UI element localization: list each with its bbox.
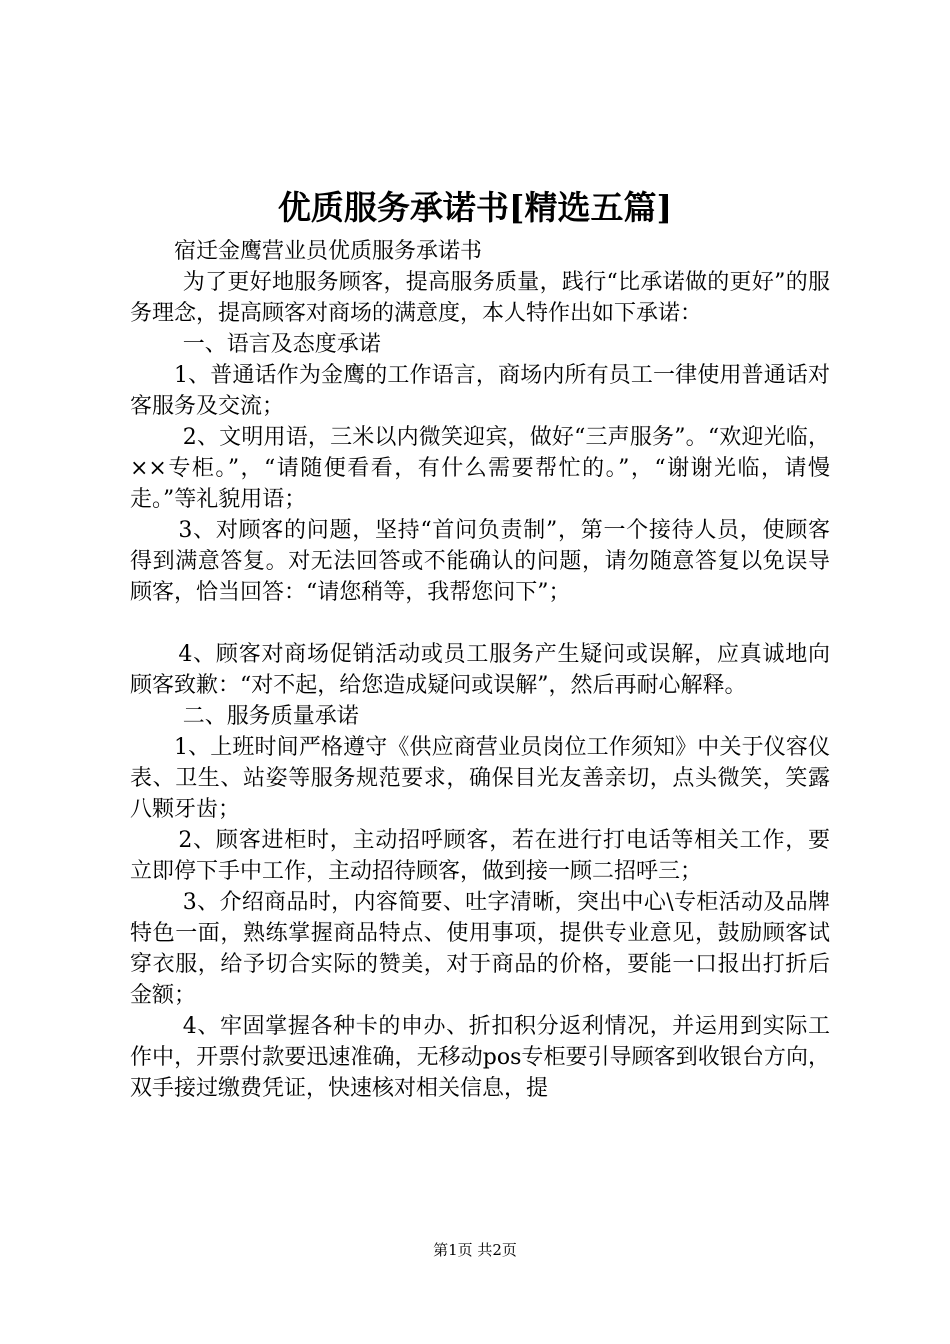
section-heading-language: 一、语言及态度承诺 [182, 332, 381, 357]
document-title: 优质服务承诺书[精选五篇] [277, 188, 673, 227]
paragraph-gap [130, 608, 830, 639]
paragraph-service-4: 4、牢固掌握各种卡的申办、折扣积分返利情况，并运用到实际工作中，开票付款要迅速准确，无移动pos专柜要引导顾客到收银台方向，双手接过缴费凭证，快速核对相关信息，提 [130, 1014, 830, 1101]
document-body [130, 236, 830, 1104]
paragraph-service-3: 3、介绍商品时，内容简要、吐字清晰，突出中心\专柜活动及品牌特色一面，熟练掌握商品特点、使用事项，提供专业意见，鼓励顾客试穿衣服，给予切合实际的赞美，对于商品的价格，要能一口报出打折后金额； [130, 890, 830, 1008]
paragraph-service-2: 2、顾客进柜时，主动招呼顾客，若在进行打电话等相关工作，要立即停下手中工作，主动招待顾客，做到接一顾二招呼三； [130, 828, 830, 884]
paragraph-language-3: 3、对顾客的问题，坚持“首问负责制”，第一个接待人员，使顾客得到满意答复。对无法回答或不能确认的问题，请勿随意答复以免误导顾客，恰当回答：“请您稍等，我帮您问下”； [130, 518, 830, 605]
section-heading-service: 二、服务质量承诺 [182, 704, 359, 729]
paragraph-subtitle: 宿迁金鹰营业员优质服务承诺书 [174, 239, 483, 264]
paragraph-service-1: 1、上班时间严格遵守《供应商营业员岗位工作须知》中关于仪容仪表、卫生、站姿等服务规范要求，确保目光友善亲切，点头微笑，笑露八颗牙齿； [130, 735, 830, 822]
page-footer: 第1页 共2页 [433, 1241, 517, 1259]
paragraph-intro: 为了更好地服务顾客，提高服务质量，践行“比承诺做的更好”的服务理念，提高顾客对商场的满意度，本人特作出如下承诺： [130, 270, 830, 326]
paragraph-language-4: 4、顾客对商场促销活动或员工服务产生疑问或误解，应真诚地向顾客致歉：“对不起，给您造成疑问或误解”，然后再耐心解释。 [130, 642, 830, 698]
paragraph-language-1: 1、普通话作为金鹰的工作语言，商场内所有员工一律使用普通话对客服务及交流； [130, 363, 830, 419]
paragraph-language-2: 2、文明用语，三米以内微笑迎宾，做好“三声服务”。“欢迎光临，××专柜。”，“请随便看看，有什么需要帮忙的。”，“谢谢光临，请慢走。”等礼貌用语； [130, 425, 830, 512]
